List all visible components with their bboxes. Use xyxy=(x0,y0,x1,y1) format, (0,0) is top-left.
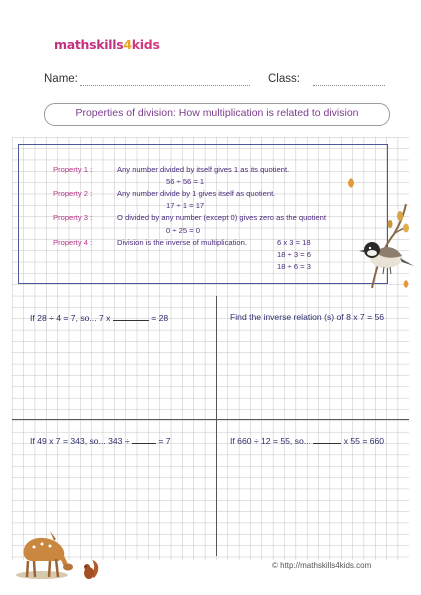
leaf-icon xyxy=(346,178,356,188)
property-1-example: 56 ÷ 56 = 1 xyxy=(166,177,205,186)
property-3-label: Property 3 : xyxy=(53,213,93,222)
property-2-text: Any number divide by 1 gives itself as quotient. xyxy=(117,189,276,198)
question-4-text: If 660 ÷ 12 = 55, so... xyxy=(230,436,311,446)
property-4-example-3: 18 ÷ 6 = 3 xyxy=(277,262,311,271)
question-1-text: If 28 ÷ 4 = 7, so... 7 x xyxy=(30,313,111,323)
worksheet-title: Properties of division: How multiplication is related to division xyxy=(75,107,359,119)
class-label: Class: xyxy=(268,73,300,85)
leaf-icon xyxy=(402,280,410,288)
squirrel-illustration xyxy=(82,558,100,580)
footer-url: © http://mathskills4kids.com xyxy=(272,561,372,570)
property-4-example-2: 18 ÷ 3 = 6 xyxy=(277,250,311,259)
property-4-text: Division is the inverse of multiplication. xyxy=(117,238,247,247)
property-1-label: Property 1 : xyxy=(53,165,93,174)
property-1-text: Any number divided by itself gives 1 as its quotient. xyxy=(117,165,290,174)
question-2 xyxy=(230,312,384,322)
property-2-label: Property 2 : xyxy=(53,189,93,198)
question-3-end: = 7 xyxy=(158,436,171,446)
class-field[interactable] xyxy=(313,85,385,86)
question-1-end: = 28 xyxy=(151,313,169,323)
question-4-end: x 55 = 660 xyxy=(343,436,385,446)
property-3-text: O divided by any number (except 0) gives zero as the quotient xyxy=(117,213,326,222)
logo-part-2: 4 xyxy=(123,37,132,52)
vertical-divider xyxy=(216,296,217,556)
name-label: Name: xyxy=(44,73,78,85)
question-1-blank[interactable] xyxy=(113,312,149,321)
logo-part-3: kids xyxy=(131,37,160,52)
property-3-example: 0 ÷ 25 = 0 xyxy=(166,226,200,235)
question-2-text: Find the inverse relation (s) of 8 x 7 = 56 xyxy=(230,312,385,322)
question-3 xyxy=(30,435,171,446)
property-4-label: Property 4 : xyxy=(53,238,93,247)
question-4 xyxy=(230,435,384,446)
question-4-blank[interactable] xyxy=(313,435,341,444)
logo xyxy=(54,37,160,52)
name-field[interactable] xyxy=(80,85,250,86)
question-3-blank[interactable] xyxy=(132,435,156,444)
horizontal-divider xyxy=(12,419,409,420)
property-4-example-1: 6 x 3 = 18 xyxy=(277,238,311,247)
bird-illustration xyxy=(350,200,416,290)
property-2-example: 17 ÷ 1 = 17 xyxy=(166,201,205,210)
question-3-text: If 49 x 7 = 343, so... 343 ÷ xyxy=(30,436,130,446)
question-1 xyxy=(30,312,168,323)
logo-part-1: mathskills xyxy=(54,37,124,52)
